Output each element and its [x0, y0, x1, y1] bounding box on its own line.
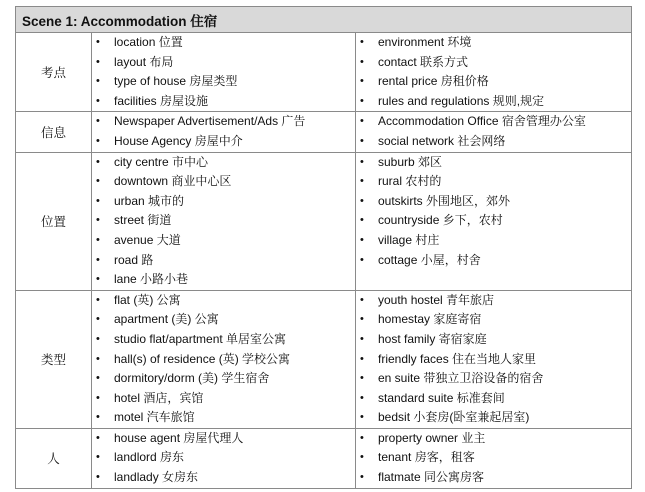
term-text: rental price 房租价格	[378, 74, 489, 89]
bullet-icon: •	[96, 471, 100, 484]
right-term-column	[356, 428, 632, 488]
bullet-icon: •	[96, 411, 100, 424]
term-text: hotel 酒店，宾馆	[114, 390, 204, 405]
bullet-icon: •	[96, 214, 100, 227]
bullet-icon: •	[96, 332, 100, 345]
left-term-column	[92, 33, 356, 112]
term-text: apartment (美) 公寓	[114, 312, 219, 327]
term-item	[92, 192, 355, 212]
term-text: flat (英) 公寓	[114, 292, 181, 307]
term-text: tenant 房客，租客	[378, 450, 475, 465]
term-text: facilities 房屋设施	[114, 93, 209, 108]
term-text: outskirts 外围地区，郊外	[378, 193, 511, 208]
term-text: flatmate 同公寓房客	[378, 470, 485, 485]
term-text: countryside 乡下，农村	[378, 213, 503, 228]
term-item	[356, 448, 631, 468]
term-item	[92, 429, 355, 449]
bullet-icon: •	[360, 391, 364, 404]
term-text: en suite 带独立卫浴设备的宿舍	[378, 371, 544, 386]
bullet-icon: •	[96, 273, 100, 286]
term-list	[356, 429, 631, 488]
section-category: 考点	[16, 33, 92, 112]
bullet-icon: •	[360, 332, 364, 345]
bullet-icon: •	[360, 214, 364, 227]
left-term-column	[92, 152, 356, 290]
right-term-column	[356, 112, 632, 152]
term-text: Accommodation Office 宿舍管理办公室	[378, 114, 586, 129]
bullet-icon: •	[360, 175, 364, 188]
term-text: location 位置	[114, 35, 183, 49]
section-category: 类型	[16, 290, 92, 428]
term-item	[92, 92, 355, 112]
term-item	[356, 211, 631, 231]
term-item	[92, 53, 355, 73]
bullet-icon: •	[96, 253, 100, 266]
bullet-icon: •	[360, 352, 364, 365]
bullet-icon: •	[360, 372, 364, 385]
bullet-icon: •	[360, 75, 364, 88]
term-text: Newspaper Advertisement/Ads 广告	[114, 114, 306, 129]
term-item	[356, 192, 631, 212]
bullet-icon: •	[360, 293, 364, 306]
term-list	[92, 112, 355, 151]
left-term-column	[92, 112, 356, 152]
section-category: 信息	[16, 112, 92, 152]
bullet-icon: •	[360, 233, 364, 246]
term-text: House Agency 房屋中介	[114, 133, 243, 148]
term-list	[92, 291, 355, 428]
table-body	[16, 33, 632, 489]
term-item	[356, 92, 631, 112]
term-item	[92, 330, 355, 350]
bullet-icon: •	[360, 94, 364, 107]
left-term-column	[92, 428, 356, 488]
bullet-icon: •	[96, 451, 100, 464]
term-item	[92, 153, 355, 173]
term-item	[356, 53, 631, 73]
term-item	[356, 310, 631, 330]
term-text: downtown 商业中心区	[114, 174, 232, 189]
bullet-icon: •	[96, 134, 100, 147]
bullet-icon: •	[360, 194, 364, 207]
bullet-icon: •	[360, 451, 364, 464]
term-item	[92, 172, 355, 192]
term-item	[356, 291, 631, 311]
term-item	[92, 112, 355, 132]
term-text: street 街道	[114, 213, 172, 228]
term-text: house agent 房屋代理人	[114, 430, 244, 445]
term-text: landlord 房东	[114, 450, 185, 465]
bullet-icon: •	[96, 352, 100, 365]
bullet-icon: •	[96, 36, 100, 48]
term-item	[356, 429, 631, 449]
term-item	[356, 153, 631, 173]
term-text: landlady 女房东	[114, 470, 199, 485]
term-list	[92, 429, 355, 488]
term-text: avenue 大道	[114, 232, 181, 247]
bullet-icon: •	[96, 293, 100, 306]
bullet-icon: •	[360, 155, 364, 168]
bullet-icon: •	[360, 313, 364, 326]
bullet-icon: •	[96, 75, 100, 88]
bullet-icon: •	[96, 372, 100, 385]
left-term-column	[92, 290, 356, 428]
bullet-icon: •	[360, 115, 364, 128]
bullet-icon: •	[360, 55, 364, 68]
bullet-icon: •	[360, 411, 364, 424]
vocabulary-table	[15, 6, 632, 489]
term-text: cottage 小屋，村舍	[378, 252, 481, 267]
term-item	[92, 33, 355, 53]
term-text: city centre 市中心	[114, 154, 209, 169]
term-list	[356, 112, 631, 151]
term-text: bedsit 小套房(卧室兼起居室)	[378, 410, 530, 425]
term-item	[356, 172, 631, 192]
term-item	[356, 389, 631, 409]
bullet-icon: •	[96, 431, 100, 444]
bullet-icon: •	[96, 233, 100, 246]
term-text: layout 布局	[114, 54, 174, 69]
term-list	[356, 33, 631, 111]
term-text: social network 社会网络	[378, 133, 506, 148]
term-text: village 村庄	[378, 232, 440, 247]
term-text: rural 农村的	[378, 174, 442, 189]
term-item	[92, 408, 355, 428]
term-text: standard suite 标准套间	[378, 390, 505, 405]
term-list	[92, 153, 355, 290]
bullet-icon: •	[96, 94, 100, 107]
term-item	[356, 33, 631, 53]
term-item	[356, 369, 631, 389]
term-text: urban 城市的	[114, 193, 185, 208]
term-item	[92, 251, 355, 271]
bullet-icon: •	[96, 155, 100, 168]
term-item	[92, 468, 355, 488]
right-term-column	[356, 33, 632, 112]
term-item	[92, 72, 355, 92]
bullet-icon: •	[96, 313, 100, 326]
term-text: lane 小路小巷	[114, 272, 189, 287]
right-term-column	[356, 290, 632, 428]
bullet-icon: •	[360, 253, 364, 266]
term-item	[356, 132, 631, 152]
term-item	[92, 389, 355, 409]
term-text: friendly faces 住在当地人家里	[378, 351, 537, 366]
term-item	[92, 270, 355, 290]
term-list	[92, 33, 355, 111]
term-text: property owner 业主	[378, 430, 486, 445]
term-text: host family 寄宿家庭	[378, 331, 487, 346]
term-text: homestay 家庭寄宿	[378, 312, 482, 327]
term-text: rules and regulations 规则,规定	[378, 93, 545, 108]
bullet-icon: •	[360, 134, 364, 147]
table-title: Scene 1: Accommodation 住宿	[16, 7, 632, 33]
term-item	[92, 132, 355, 152]
term-item	[92, 231, 355, 251]
term-item	[92, 291, 355, 311]
section-row	[16, 290, 632, 428]
term-list	[356, 153, 631, 271]
section-row	[16, 33, 632, 112]
right-term-column	[356, 152, 632, 290]
bullet-icon: •	[96, 175, 100, 188]
term-text: road 路	[114, 252, 154, 267]
section-row	[16, 152, 632, 290]
term-text: studio flat/apartment 单居室公寓	[114, 331, 287, 346]
term-text: environment 环境	[378, 35, 472, 49]
section-category: 人	[16, 428, 92, 488]
bullet-icon: •	[96, 55, 100, 68]
term-item	[356, 251, 631, 271]
section-category: 位置	[16, 152, 92, 290]
bullet-icon: •	[96, 391, 100, 404]
term-item	[356, 231, 631, 251]
term-text: motel 汽车旅馆	[114, 410, 195, 425]
section-row	[16, 428, 632, 488]
term-item	[356, 408, 631, 428]
term-text: type of house 房屋类型	[114, 74, 238, 89]
term-text: suburb 郊区	[378, 154, 443, 169]
bullet-icon: •	[96, 194, 100, 207]
term-item	[92, 350, 355, 370]
term-text: hall(s) of residence (英) 学校公寓	[114, 351, 291, 366]
term-item	[92, 448, 355, 468]
term-item	[356, 350, 631, 370]
bullet-icon: •	[360, 431, 364, 444]
term-item	[92, 310, 355, 330]
term-item	[92, 211, 355, 231]
term-item	[92, 369, 355, 389]
bullet-icon: •	[360, 471, 364, 484]
bullet-icon: •	[96, 115, 100, 128]
term-item	[356, 330, 631, 350]
term-text: dormitory/dorm (美) 学生宿舍	[114, 371, 270, 386]
term-list	[356, 291, 631, 428]
bullet-icon: •	[360, 36, 364, 48]
section-row	[16, 112, 632, 152]
term-item	[356, 112, 631, 132]
vocabulary-page	[15, 6, 631, 489]
term-item	[356, 468, 631, 488]
term-text: youth hostel 青年旅店	[378, 292, 495, 307]
term-text: contact 联系方式	[378, 54, 469, 69]
term-item	[356, 72, 631, 92]
